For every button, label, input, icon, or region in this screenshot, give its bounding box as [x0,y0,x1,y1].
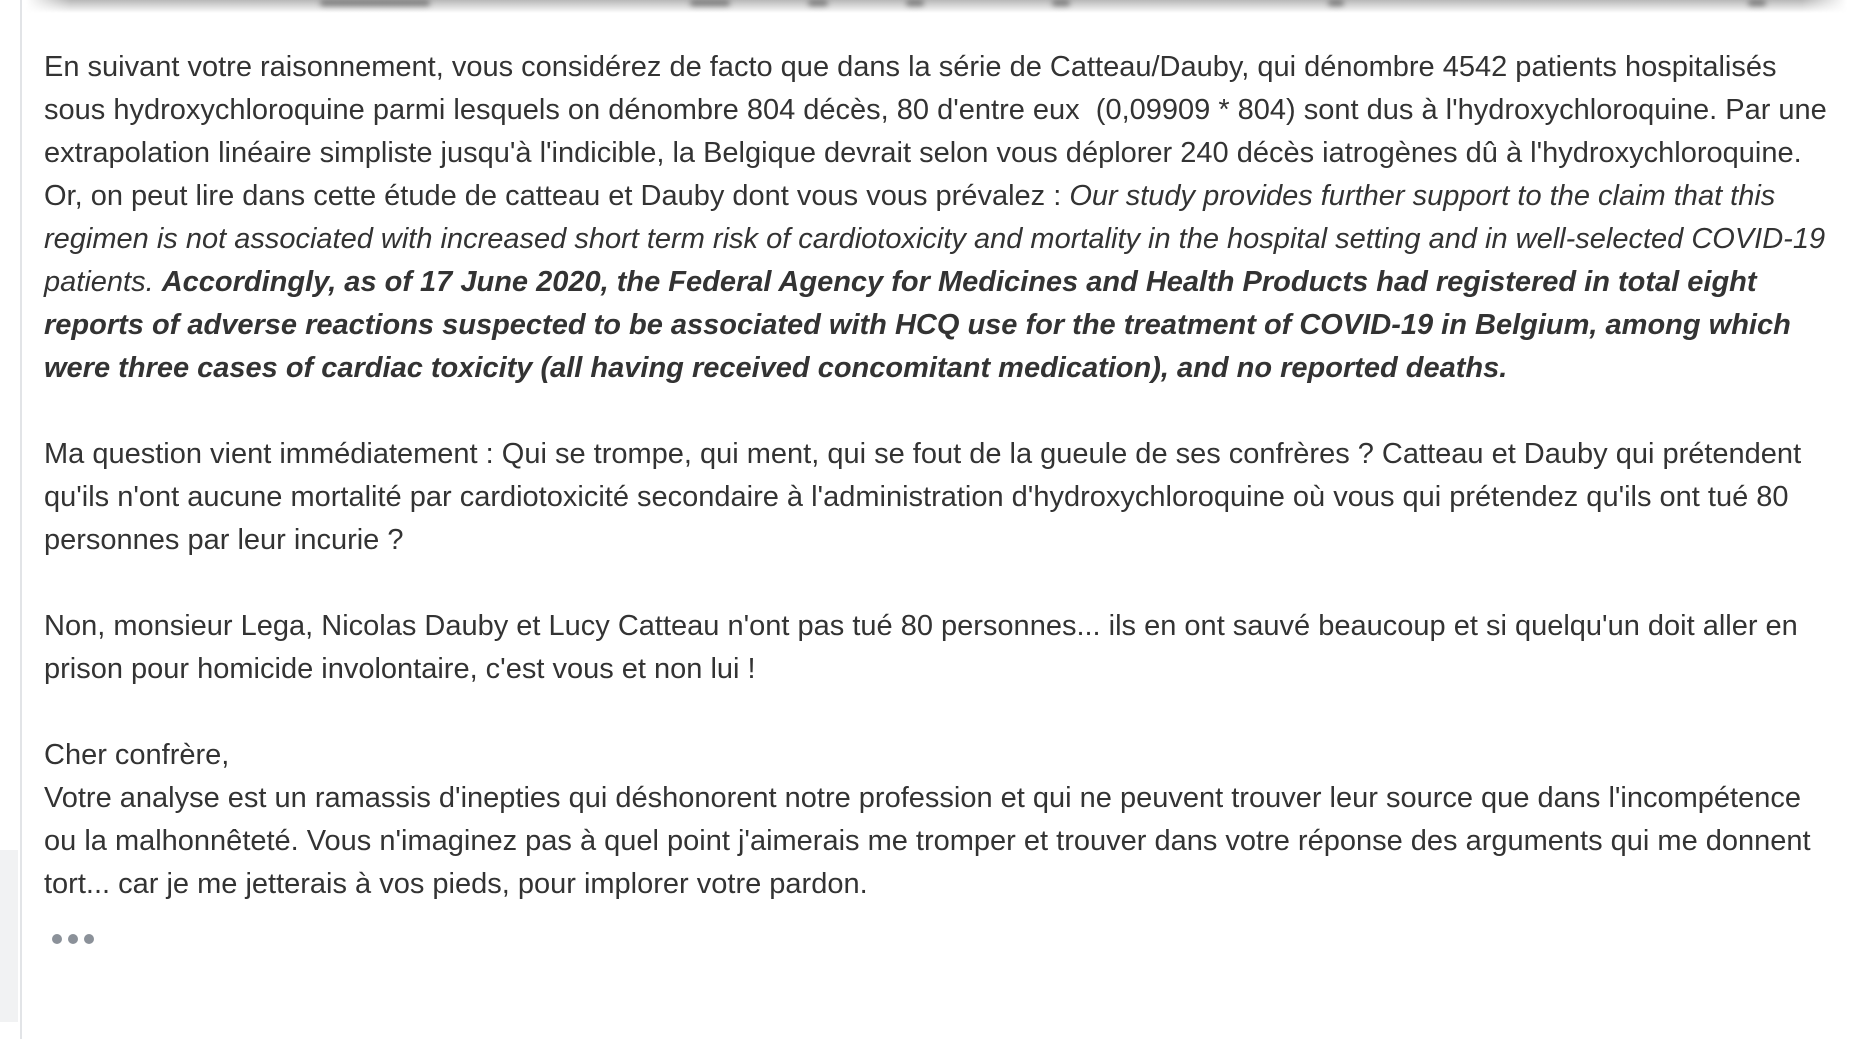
paragraph-reasoning: En suivant votre raisonnement, vous considérez de facto que dans la série de Catteau/Dauby, qui dénombre 4542 patients hospitalisés sous hydroxychloroquine parmi lesquels on dénombre 804 décès, 80 d'entre eux (0,09909 * 804) sont dus à l'hydroxychloroquine. Par une extrapolation linéaire simpliste jusqu'à l'indicible, la Belgique devrait selon vous déplorer 240 décès iatrogènes dû à l'hydroxychloroquine. [44,51,1835,169]
paragraph-closing [44,734,1839,906]
clipped-text-remnant [1052,0,1070,6]
comment-body [44,46,1839,946]
clipped-text-remnant [1748,0,1766,6]
closing-salutation: Cher confrère, [44,739,230,771]
clipped-text-remnant [320,0,430,6]
clipped-text-remnant [1328,0,1344,6]
more-options-button[interactable] [52,932,98,946]
study-quote-italic: Our study provides further support to the claim that this regimen is not associated with increased short term risk of cardiotoxicity and mortality in the hospital setting and in well-selected COVID-19 patients. [44,180,1834,298]
paragraph-question: Ma question vient immédiatement : Qui se trompe, qui ment, qui se fout de la gueule de ses confrères ? Catteau et Dauby qui prétendent qu'ils n'ont aucune mortalité par cardiotoxicité secondaire à l'administration d'hydroxychloroquine où vous qui prétendez qu'ils ont tué 80 personnes par leur incurie ? [44,438,1810,556]
clipped-previous-line [26,0,1847,13]
ellipsis-dot [84,934,94,944]
closing-body: Votre analyse est un ramassis d'inepties qui déshonorent notre profession et qui ne peuvent trouver leur source que dans l'incompétence ou la malhonnêteté. Vous n'imaginez pas à quel point j'aimerais me tromper et trouver dans votre réponse des arguments qui me donnent tort... car je me jetterais à vos pieds, pour implorer votre pardon. [44,782,1819,900]
clipped-text-remnant [690,0,730,6]
clipped-text-remnant [808,0,828,6]
paragraph-study-quote [44,175,1839,390]
card-left-border [20,0,22,1039]
ellipsis-dot [52,934,62,944]
quote-intro: Or, on peut lire dans cette étude de catteau et Dauby dont vous vous prévalez : [44,180,1070,212]
ellipsis-dot [68,934,78,944]
study-quote-bold-italic: Accordingly, as of 17 June 2020, the Federal Agency for Medicines and Health Products had registered in total eight reports of adverse reactions suspected to be associated with HCQ use for the treatment of COVID-19 in Belgium, among which were three cases of cardiac toxicity (all having received concomitant medication), and no reported deaths. [44,266,1799,384]
left-gutter [0,850,18,1022]
clipped-text-remnant [906,0,924,6]
paragraph-accusation: Non, monsieur Lega, Nicolas Dauby et Lucy Catteau n'ont pas tué 80 personnes... ils en ont sauvé beaucoup et si quelqu'un doit aller en prison pour homicide involontaire, c'est vous et non lui ! [44,610,1806,685]
